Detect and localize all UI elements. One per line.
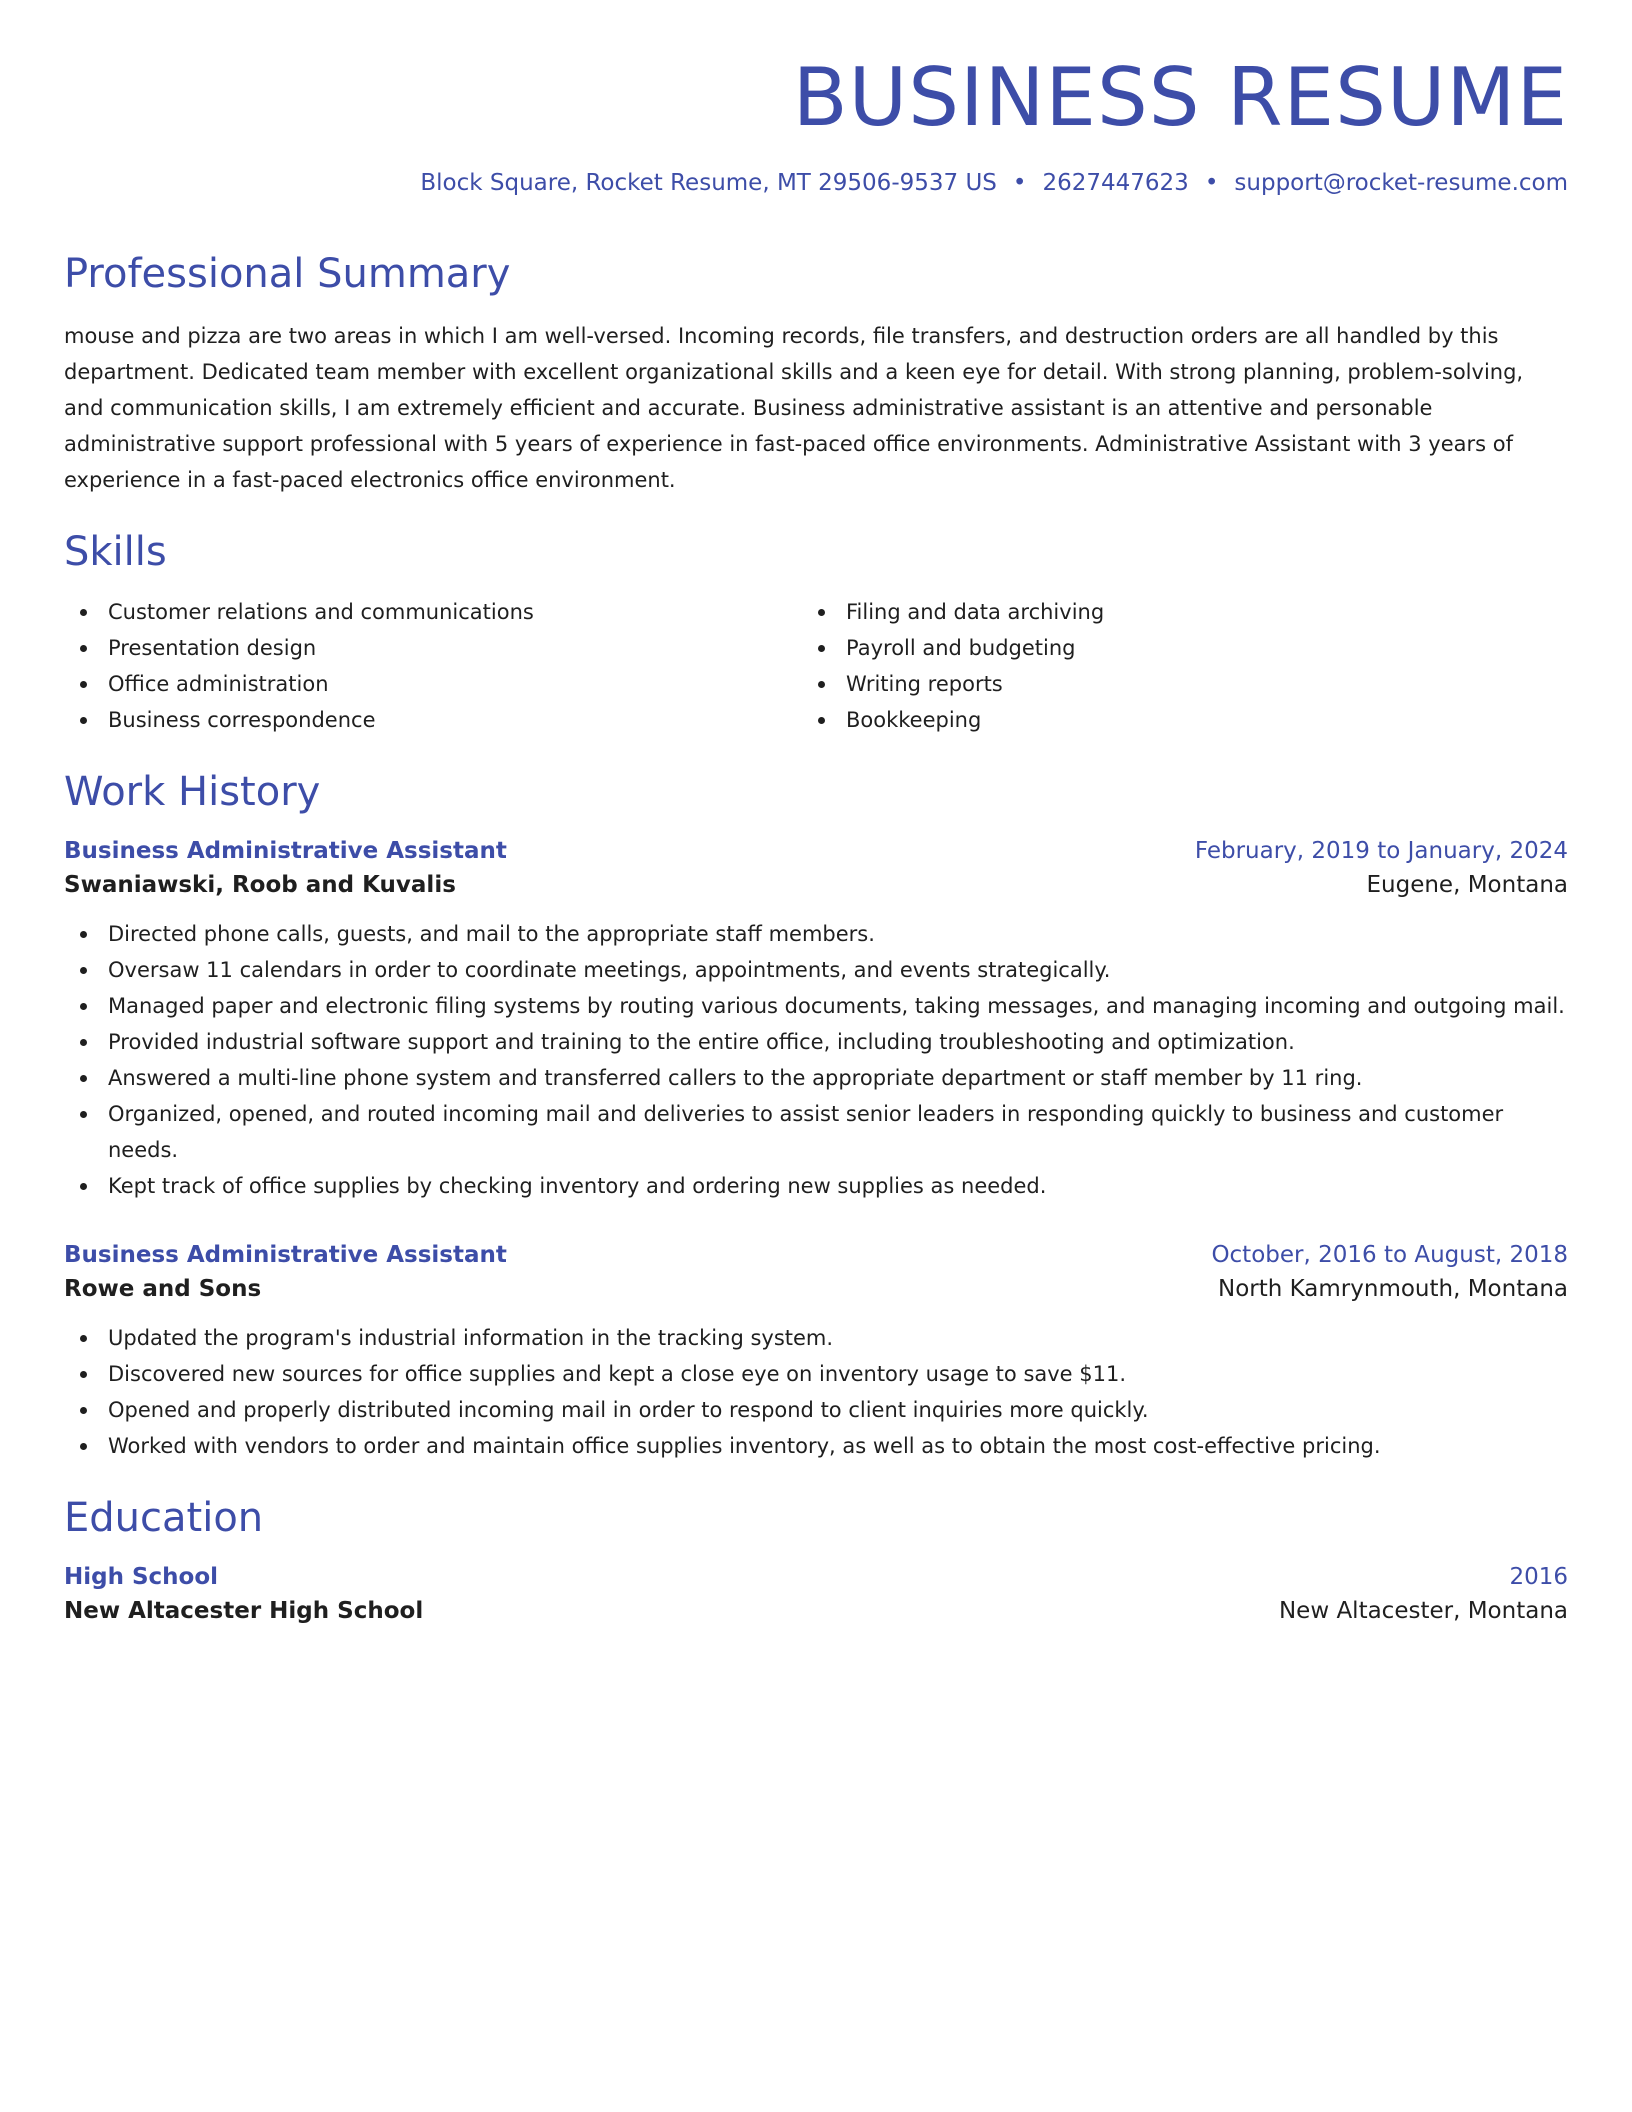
skill-item: Payroll and budgeting [802, 630, 1540, 666]
job-dates: October, 2016 to August, 2018 [1211, 1242, 1568, 1268]
duty-item: Discovered new sources for office supplies and kept a close eye on inventory usage to save $11. [64, 1356, 1568, 1392]
skill-item: Office administration [64, 666, 802, 702]
summary-heading: Professional Summary [64, 251, 511, 297]
contact-separator: • [1012, 170, 1027, 196]
duty-item: Directed phone calls, guests, and mail to the appropriate staff members. [64, 916, 1568, 952]
skills-column-right [802, 594, 1540, 738]
job-title: Business Administrative Assistant [64, 838, 507, 864]
job-entry [64, 838, 1568, 1204]
contact-address: Block Square, Rocket Resume, MT 29506-9537 US [420, 170, 997, 196]
duty-item: Opened and properly distributed incoming mail in order to respond to client inquiries more quickly. [64, 1392, 1568, 1428]
job-duties [64, 916, 1568, 1204]
skill-item: Bookkeeping [802, 702, 1540, 738]
summary-text: mouse and pizza are two areas in which I am well-versed. Incoming records, file transfers, and destruction orders are all handled by this department. Dedicated team member with excellent organizational skills and a keen eye for detail. With strong planning, problem-solving, and communication skills, I am extremely efficient and accurate. Business administrative assistant is an attentive and personable administrative support professional with 5 years of experience in fast-paced office environments. Administrative Assistant with 3 years of experience in a fast-paced electronics office environment. [64, 324, 1524, 492]
job-location: Eugene, Montana [1366, 872, 1568, 898]
job-location: North Kamrynmouth, Montana [1217, 1276, 1568, 1302]
education-school: New Altacester High School [64, 1598, 424, 1624]
duty-item: Provided industrial software support and training to the entire office, including troubleshooting and optimization. [64, 1024, 1568, 1060]
duty-item: Oversaw 11 calendars in order to coordinate meetings, appointments, and events strategically. [64, 952, 1568, 988]
education-location: New Altacester, Montana [1278, 1598, 1568, 1624]
job-company: Rowe and Sons [64, 1276, 262, 1302]
resume-name: BUSINESS RESUME [792, 51, 1568, 144]
skills-list [64, 594, 1568, 738]
education-entry [64, 1564, 1568, 1624]
skill-item: Business correspondence [64, 702, 802, 738]
job-company: Swaniawski, Roob and Kuvalis [64, 872, 456, 898]
duty-item: Kept track of office supplies by checking inventory and ordering new supplies as needed. [64, 1168, 1568, 1204]
contact-phone: 2627447623 [1042, 170, 1189, 196]
skills-heading: Skills [64, 529, 167, 575]
duty-item: Updated the program's industrial information in the tracking system. [64, 1320, 1568, 1356]
duty-item: Answered a multi-line phone system and transferred callers to the appropriate department or staff member by 11 ring. [64, 1060, 1568, 1096]
skill-item: Presentation design [64, 630, 802, 666]
contact-separator: • [1204, 170, 1219, 196]
education-heading: Education [64, 1495, 264, 1541]
skill-item: Customer relations and communications [64, 594, 802, 630]
job-duties [64, 1320, 1568, 1464]
work-history-heading: Work History [64, 769, 321, 815]
job-title: Business Administrative Assistant [64, 1242, 507, 1268]
skill-item: Writing reports [802, 666, 1540, 702]
duty-item: Managed paper and electronic filing systems by routing various documents, taking messages, and managing incoming and outgoing mail. [64, 988, 1568, 1024]
job-entry [64, 1242, 1568, 1464]
contact-email[interactable]: support@rocket-resume.com [1234, 170, 1568, 196]
contact-line [64, 170, 1568, 196]
skills-column-left [64, 594, 802, 738]
duty-item: Organized, opened, and routed incoming mail and deliveries to assist senior leaders in responding quickly to business and customer needs. [64, 1096, 1568, 1168]
skill-item: Filing and data archiving [802, 594, 1540, 630]
education-year: 2016 [1509, 1564, 1568, 1590]
job-dates: February, 2019 to January, 2024 [1194, 838, 1568, 864]
education-degree: High School [64, 1564, 219, 1590]
duty-item: Worked with vendors to order and maintain office supplies inventory, as well as to obtain the most cost-effective pricing. [64, 1428, 1568, 1464]
